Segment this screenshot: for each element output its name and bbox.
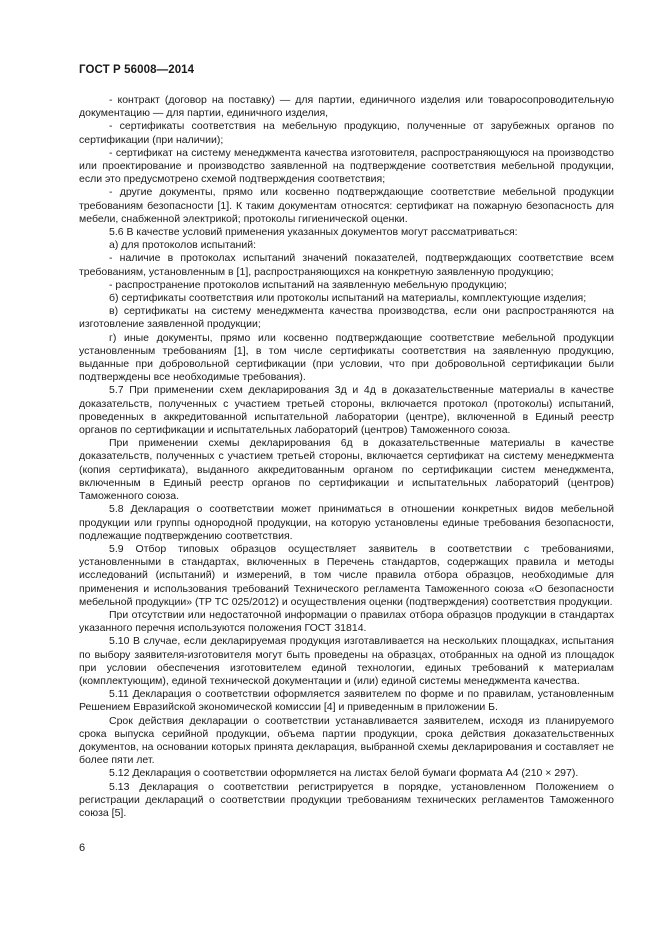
document-body (79, 94, 614, 820)
document-header: ГОСТ Р 56008—2014 (79, 64, 195, 76)
paragraph: 5.13 Декларация о соответствии регистрируется в порядке, установленном Положением о регистрации деклараций о соответствии продукции требованиям технических регламентов Таможенного союза [5]. (79, 780, 614, 819)
paragraph: При применении схемы декларирования 6д в доказательственные материалы в качестве доказательств, полученных с участием третьей стороны, включается сертификат на систему менеджмента (копия сертификата), выданного аккредитованным органом по сертификации систем менеджмента, включенным в Единый реестр органов по сертификации и испытательных лабораторий (центров) Таможенного союза. (79, 437, 614, 503)
paragraph: 5.6 В качестве условий применения указанных документов могут рассматриваться: (109, 226, 518, 239)
paragraph: - наличие в протоколах испытаний значений показателей, подтверждающих соответствие всем требованиям, установленным в [1], распространяющихся на конкретную заявленную продукцию; (79, 252, 614, 278)
paragraph: а) для протоколов испытаний: (109, 239, 256, 252)
page-number: 6 (79, 842, 86, 854)
paragraph: - сертификаты соответствия на мебельную продукцию, полученные от зарубежных органов по сертификации (при наличии); (79, 120, 614, 146)
paragraph: 5.11 Декларация о соответствии оформляется заявителем по форме и по правилам, установленным Решением Евразийской экономической комиссии [4] и приведенным в приложении Б. (79, 688, 614, 714)
paragraph: При отсутствии или недостаточной информации о правилах отбора образцов продукции в стандартах указанного перечня используются положения ГОСТ 31814. (79, 608, 614, 635)
paragraph: - сертификат на систему менеджмента качества изготовителя, распространяющуюся на производство или проектирование и производство заявленной на подтверждение соответствия мебельной продукции, если это предусмотрено схемой подтверждения соответствия; (79, 146, 614, 186)
paragraph: б) сертификаты соответствия или протоколы испытаний на материалы, комплектующие изделия; (109, 292, 587, 305)
paragraph: - распространение протоколов испытаний на заявленную мебельную продукцию; (109, 278, 507, 291)
paragraph: 5.7 При применении схем декларирования 3д и 4д в доказательственные материалы в качестве доказательств, полученных с участием третьей стороны, включается протокол (протоколы) испытаний, проведенных в аккредитованной испытательной лаборатории (центре), включенной в Единый реестр органов по сертификации и испытательных лабораторий (центров) Таможенного союза. (79, 384, 614, 437)
paragraph: 5.10 В случае, если декларируемая продукция изготавливается на нескольких площадках, испытания по выбору заявителя-изготовителя могут быть проведены на образцах, отобранных на одной из площадок при условии обеспечения изготовителем единой технологии, единых требований к материалам (комплектующим), единой технической документации и (или) единой системы менеджмента качества. (79, 635, 614, 687)
paragraph: в) сертификаты на систему менеджмента качества производства, если они распространяются на изготовление заявленной продукции; (79, 305, 614, 331)
paragraph: - контракт (договор на поставку) — для партии, единичного изделия или товаросопроводительную документацию — для партии, единичного изделия, (79, 94, 614, 120)
paragraph: - другие документы, прямо или косвенно подтверждающие соответствие мебельной продукции требованиям безопасности [1]. К таким документам относятся: сертификат на пожарную безопасность для мебели, снабженной электрикой; протоколы гигиенической оценки. (79, 186, 614, 225)
paragraph: г) иные документы, прямо или косвенно подтверждающие соответствие мебельной продукции установленным требованиям [1], в том числе сертификаты соответствия на заявленную продукцию, выданные при добровольной сертификации (при условии, что при добровольной сертификации были подтверждены все необходимые требования). (79, 331, 614, 384)
paragraph: Срок действия декларации о соответствии устанавливается заявителем, исходя из планируемого срока выпуска серийной продукции, объема партии продукции, срока действия доказательственных документов, на основании которых принята декларация, выбранной схемы декларирования и составляет не более пяти лет. (79, 714, 614, 767)
paragraph: 5.12 Декларация о соответствии оформляется на листах белой бумаги формата А4 (210 × 297). (109, 767, 579, 780)
paragraph: 5.8 Декларация о соответствии может приниматься в отношении конкретных видов мебельной продукции или группы однородной продукции, на которую установлены единые требования безопасности, подлежащие подтверждению соответствия. (79, 503, 614, 542)
paragraph: 5.9 Отбор типовых образцов осуществляет заявитель в соответствии с требованиями, установленными в стандартах, включенных в Перечень стандартов, содержащих правила и методы исследований (испытаний) и измерений, в том числе правила отбора образцов, необходимые для применения и использования требований Технического регламента Таможенного союза «О безопасности мебельной продукции» (ТР ТС 025/2012) и осуществления оценки (подтверждения) соответствия продукции. (79, 542, 614, 608)
